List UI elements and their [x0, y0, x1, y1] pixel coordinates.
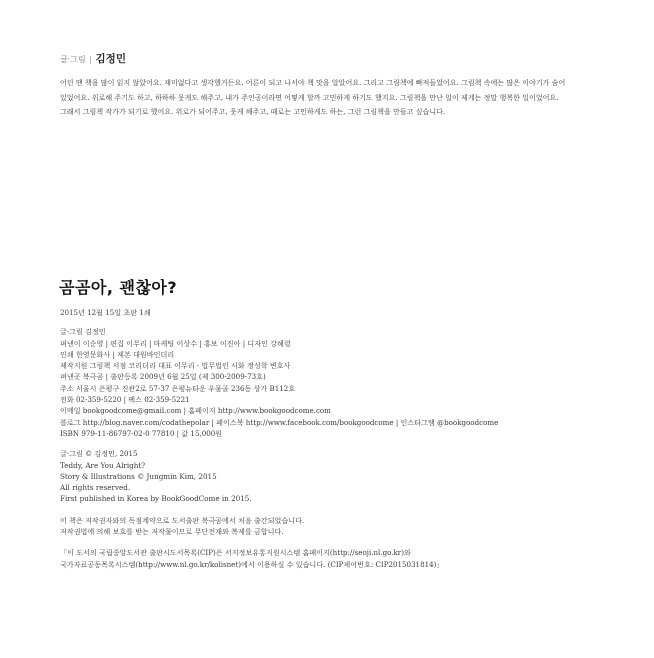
credit-line: 인쇄 한영문화사 | 제본 대원바인더리	[60, 349, 175, 359]
credit-line: 펴낸이 이순영 | 편집 이무리 | 마케팅 이상수 | 홍보 이진아 | 디자인 강해령	[60, 338, 291, 348]
rights-reserved: All rights reserved.	[60, 483, 131, 493]
english-credit: Story & Illustrations © Jungmin Kim, 2015	[60, 471, 217, 481]
notice-line: 이 책은 저작권자와의 독점계약으로 도서출판 북극곰에서 처음 출간되었습니다.	[60, 515, 305, 525]
book-title: 곰곰아, 괜찮아?	[59, 278, 178, 297]
english-title: Teddy, Are You Alright?	[60, 460, 146, 470]
author-name: 김정민	[95, 53, 126, 65]
isbn-price-line: ISBN 979-11-86797-02-0 77810 | 값 15,000원	[60, 428, 223, 438]
credit-line: 전화 02-359-5220 | 팩스 02-359-5221	[60, 395, 190, 405]
author-byline	[60, 53, 580, 66]
notice-line: 저작권법에 의해 보호를 받는 저작물이므로 무단전재와 복제를 금합니다.	[60, 527, 284, 537]
credit-line: 주소 서울시 은평구 진관2로 57-37 은평뉴타운 우물골 236동 상가 B112호	[60, 383, 296, 393]
edition-line: 2015년 12월 15일 초판 1쇄	[60, 308, 151, 317]
social-links-line[interactable]: 블로그 http://blog.naver.com/codathepolar | 페이스북 http://www.facebook.com/bookgoodcome | 인스타그램 @bookgoodcome	[60, 417, 499, 427]
author-section	[60, 53, 580, 120]
byline-separator: |	[89, 55, 92, 64]
copyright-kr: 글·그림 © 김정민, 2015	[60, 449, 138, 459]
email-homepage-line[interactable]: 이메일 bookgoodcome@gmail.com | 홈페이지 http://www.bookgoodcome.com	[60, 406, 331, 416]
credit-line: 펴낸곳 북극곰 | 출판등록 2009년 6월 25일 (제 300-2009-73호)	[60, 372, 266, 382]
cip-line: 「이 도서의 국립중앙도서관 출판시도서목록(CIP)은 서지정보유통지원시스템 홈페이지(http://seoji.nl.go.kr)와	[60, 548, 411, 558]
credit-line: 글·그림 김정민	[60, 327, 106, 337]
author-role-label: 글·그림	[60, 55, 86, 64]
cip-line: 국가자료공동목록시스템(http://www.nl.go.kr/kolisnet)에서 이용하실 수 있습니다. (CIP제어번호: CIP2015031814)」	[60, 559, 444, 569]
credit-line: 제작지원 그림책 서점 코리더리 대표 이무리 · 법무법인 시화 정성학 변호사	[60, 361, 291, 371]
first-published: First published in Korea by BookGoodCome in 2015.	[60, 494, 252, 504]
colophon	[60, 307, 620, 570]
author-bio: 어린 땐 책을 많이 읽지 않았어요. 재미없다고 생각했거든요. 어른이 되고 나서야 책 맛을 알았어요. 그리고 그림책에 빠져들었어요. 그림책 속에는 많은 이야기가 숨어 있었어요. 위로해 주기도 하고, 하하하 웃게도 해주고, 내가 주인공이라면 어떻게 할까 고민하게 하기도 했지요. 그림책을 만난 일이 제게는 정말 행복한 일이었어요. 그래서 그림책 작가가 되기로 했어요. 위로가 되어주고, 웃게 해주고, 때로는 고민하게도 하는, 그런 그림책을 만들고 싶습니다.	[60, 78, 566, 117]
